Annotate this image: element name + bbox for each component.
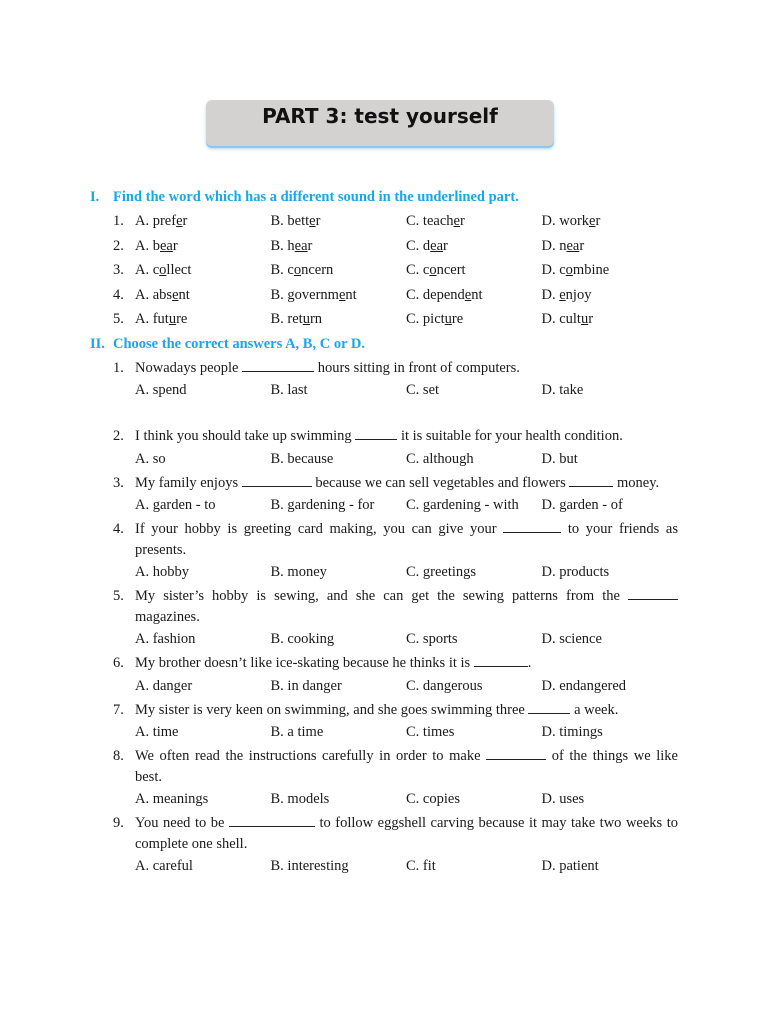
question-number: 8.	[113, 748, 124, 764]
answer-options	[90, 674, 678, 698]
underlined-part: e	[453, 213, 460, 229]
question-item	[90, 473, 678, 494]
answer-option[interactable]: C. dependent	[406, 286, 483, 303]
answer-option[interactable]: A. spend	[135, 382, 187, 398]
answer-option[interactable]: A. absent	[135, 286, 190, 303]
section-2-heading	[90, 332, 678, 356]
answer-option[interactable]: A. meanings	[135, 791, 209, 807]
answer-option[interactable]: A. future	[135, 311, 188, 327]
question-item	[90, 307, 678, 332]
answer-blank[interactable]	[628, 587, 678, 600]
question-item	[90, 653, 678, 674]
answer-option[interactable]: B. models	[270, 791, 330, 807]
answer-blank[interactable]	[528, 701, 570, 714]
answer-option[interactable]: A. danger	[135, 677, 193, 694]
answer-options	[90, 627, 678, 651]
answer-option[interactable]: C. picture	[406, 311, 464, 327]
answer-option[interactable]: D. combine	[541, 262, 610, 278]
section-numeral: I.	[90, 189, 100, 205]
question-number: 4.	[113, 286, 124, 303]
answer-option[interactable]: B. money	[270, 564, 327, 580]
answer-option[interactable]: D. patient	[541, 858, 599, 874]
section-numeral: II.	[90, 335, 105, 352]
answer-blank[interactable]	[229, 814, 315, 827]
answer-option[interactable]: B. a time	[270, 724, 324, 740]
underlined-part: e	[172, 286, 179, 303]
question-number: 1.	[113, 213, 124, 229]
answer-blank[interactable]	[355, 427, 397, 440]
answer-blank[interactable]	[242, 359, 314, 372]
answer-option[interactable]: A. bear	[135, 237, 178, 254]
question-item	[90, 258, 678, 283]
answer-option[interactable]: A. time	[135, 724, 179, 740]
underlined-part: e	[338, 286, 346, 303]
answer-blank[interactable]	[486, 747, 546, 760]
answer-option[interactable]: C. times	[406, 724, 455, 740]
question-text: We often read the instructions carefully in order to make of the things we like best.	[135, 748, 678, 785]
underlined-part: ea	[430, 237, 444, 254]
question-item	[90, 519, 678, 560]
question-number: 1.	[113, 359, 124, 376]
answer-options	[90, 787, 678, 811]
title-banner	[206, 100, 554, 146]
question-number: 2.	[113, 237, 124, 254]
answer-option[interactable]: A. careful	[135, 858, 193, 874]
question-number: 6.	[113, 655, 124, 671]
answer-option[interactable]: C. teacher	[406, 213, 465, 229]
answer-option[interactable]: D. worker	[541, 213, 601, 229]
answer-option[interactable]: C. sports	[406, 631, 458, 647]
underlined-part: ea	[566, 237, 580, 254]
question-number: 5.	[113, 588, 124, 604]
question-number: 9.	[113, 815, 124, 831]
underlined-part: u	[302, 311, 310, 327]
underlined-part: o	[565, 262, 573, 278]
underlined-part: ea	[294, 237, 308, 254]
question-item	[90, 283, 678, 308]
question-number: 5.	[113, 311, 124, 327]
question-item	[90, 700, 678, 721]
answer-options	[135, 209, 677, 234]
answer-option[interactable]: C. gardening - with	[406, 497, 519, 513]
question-item	[90, 426, 678, 447]
answer-option[interactable]: B. in danger	[270, 677, 342, 694]
answer-option[interactable]: C. greetings	[406, 564, 477, 580]
answer-blank[interactable]	[503, 520, 561, 533]
answer-option[interactable]: A. fashion	[135, 631, 196, 647]
answer-option[interactable]: C. although	[406, 450, 474, 467]
question-item	[90, 813, 678, 854]
question-item	[90, 234, 678, 259]
answer-blank[interactable]	[242, 474, 312, 487]
question-text: My sister’s hobby is sewing, and she can get the sewing patterns from the magazines.	[135, 586, 678, 627]
section-title: Choose the correct answers A, B, C or D.	[113, 335, 365, 352]
question-number: 3.	[113, 262, 124, 278]
question-number: 4.	[113, 521, 124, 537]
answer-option[interactable]: C. set	[406, 382, 440, 398]
answer-option[interactable]: B. better	[270, 213, 321, 229]
answer-option[interactable]: C. dear	[406, 237, 448, 254]
answer-option[interactable]: D. near	[541, 237, 585, 254]
answer-options	[90, 854, 678, 878]
answer-option[interactable]: D. take	[541, 382, 584, 398]
answer-options	[90, 493, 678, 517]
underlined-part: e	[464, 286, 472, 303]
underlined-part: e	[559, 286, 566, 303]
question-number: 7.	[113, 701, 124, 718]
question-number: 3.	[113, 474, 124, 491]
answer-option[interactable]: D. cultur	[541, 311, 594, 327]
question-text: My sister is very keen on swimming, and she goes swimming three a week.	[135, 701, 619, 718]
answer-option[interactable]: D. products	[541, 564, 610, 580]
answer-option[interactable]: B. gardening - for	[270, 497, 375, 513]
answer-option[interactable]: B. interesting	[270, 858, 349, 874]
answer-option[interactable]: D. timings	[541, 724, 603, 740]
answer-option[interactable]: B. concern	[270, 262, 334, 278]
answer-option[interactable]: A. hobby	[135, 564, 189, 580]
answer-option[interactable]: B. hear	[270, 237, 313, 254]
answer-option[interactable]: C. copies	[406, 791, 460, 807]
underlined-part: e	[176, 213, 183, 229]
answer-option[interactable]: D. endangered	[541, 677, 627, 694]
answer-options	[135, 283, 677, 308]
underlined-part: e	[309, 213, 316, 229]
underlined-part: o	[159, 262, 167, 278]
answer-option[interactable]: A. so	[135, 450, 166, 467]
worksheet-content	[90, 185, 678, 878]
answer-blank[interactable]	[474, 654, 528, 667]
answer-option[interactable]: B. government	[270, 286, 357, 303]
underlined-part: o	[293, 262, 302, 278]
underlined-part: u	[168, 311, 177, 327]
multiple-choice-list	[90, 358, 678, 879]
section-1-heading	[90, 185, 678, 209]
answer-option[interactable]: D. but	[541, 450, 578, 467]
answer-option[interactable]: D. science	[541, 631, 602, 647]
answer-options	[135, 234, 677, 259]
section-title: Find the word which has a different sound in the underlined part.	[113, 189, 519, 205]
question-text: You need to be to follow eggshell carving because it may take two weeks to complete one shell.	[135, 815, 679, 852]
answer-blank[interactable]	[569, 474, 613, 487]
question-text: I think you should take up swimming it is suitable for your health condition.	[135, 428, 623, 444]
question-item	[90, 746, 678, 787]
answer-options	[90, 378, 678, 402]
answer-option[interactable]: B. because	[270, 450, 334, 467]
answer-option[interactable]: A. prefer	[135, 213, 188, 229]
underlined-part: ea	[159, 237, 173, 254]
question-number: 2.	[113, 428, 124, 444]
answer-option[interactable]: B. cooking	[270, 631, 335, 647]
answer-options	[135, 307, 677, 332]
answer-option[interactable]: C. concert	[406, 262, 466, 278]
answer-option[interactable]: B. return	[270, 311, 323, 327]
answer-option[interactable]: D. garden - of	[541, 497, 623, 513]
answer-options	[135, 258, 677, 283]
pronunciation-list	[90, 209, 678, 332]
answer-option[interactable]: C. fit	[406, 858, 436, 874]
underlined-part: u	[444, 311, 452, 327]
question-text: Nowadays people hours sitting in front of computers.	[135, 359, 520, 376]
underlined-part: u	[580, 311, 589, 327]
underlined-part: e	[589, 213, 596, 229]
answer-options	[90, 447, 678, 471]
question-text: If your hobby is greeting card making, you can give your to your friends as presents.	[135, 521, 678, 558]
answer-option[interactable]: C. dangerous	[406, 677, 483, 694]
question-item	[90, 358, 678, 379]
answer-options	[90, 720, 678, 744]
question-text: My family enjoys because we can sell vegetables and flowers money.	[135, 474, 660, 491]
question-item	[90, 209, 678, 234]
answer-option[interactable]: D. uses	[541, 791, 585, 807]
answer-option[interactable]: A. collect	[135, 262, 192, 278]
question-item	[90, 586, 678, 627]
page-title: PART 3: test yourself	[262, 104, 498, 128]
answer-option[interactable]: D. enjoy	[541, 286, 592, 303]
underlined-part: o	[429, 262, 437, 278]
answer-options	[90, 560, 678, 584]
question-text: My brother doesn’t like ice-skating because he thinks it is .	[135, 655, 532, 671]
answer-option[interactable]: B. last	[270, 382, 308, 398]
answer-option[interactable]: A. garden - to	[135, 497, 216, 513]
